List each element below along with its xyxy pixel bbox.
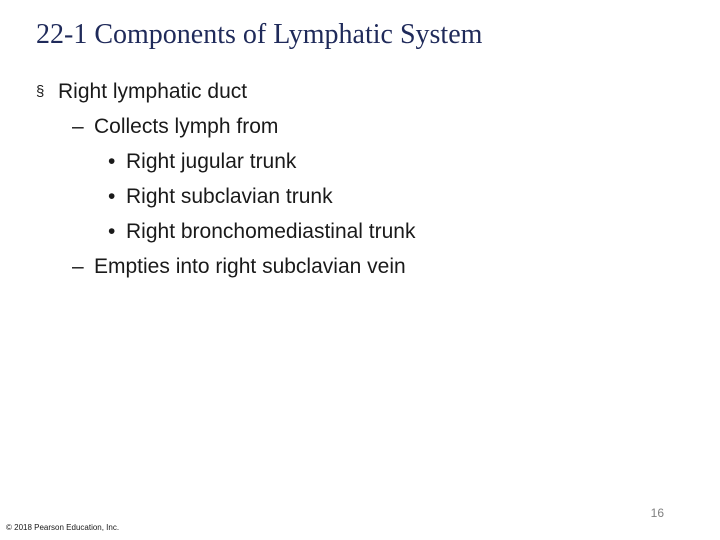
bullet-item: [36, 144, 696, 179]
bullet-text: Empties into right subclavian vein: [94, 255, 406, 278]
dot-bullet-icon: •: [108, 150, 116, 173]
square-bullet-icon: §: [36, 83, 45, 100]
bullet-text: Right subclavian trunk: [126, 185, 333, 208]
dot-bullet-icon: •: [108, 220, 116, 243]
bullet-text: Right bronchomediastinal trunk: [126, 220, 416, 243]
bullet-text: Collects lymph from: [94, 115, 279, 138]
dot-bullet-icon: •: [108, 185, 116, 208]
bullet-text: Right lymphatic duct: [58, 80, 248, 103]
copyright-notice: © 2018 Pearson Education, Inc.: [6, 523, 120, 532]
dash-bullet-icon: –: [72, 255, 84, 278]
bullet-list: [36, 74, 696, 284]
bullet-item: [36, 179, 696, 214]
bullet-text: Right jugular trunk: [126, 150, 297, 173]
bullet-item: [36, 109, 696, 144]
dash-bullet-icon: –: [72, 115, 84, 138]
bullet-item: [36, 214, 696, 249]
slide-title: 22-1 Components of Lymphatic System: [36, 19, 483, 50]
bullet-item: [36, 74, 696, 109]
bullet-item: [36, 249, 696, 284]
page-number: 16: [650, 506, 664, 520]
